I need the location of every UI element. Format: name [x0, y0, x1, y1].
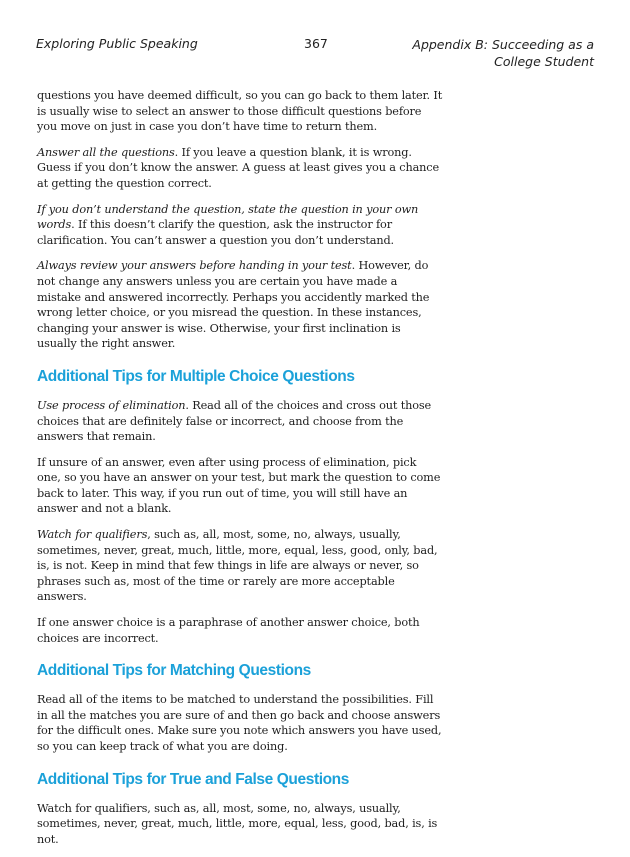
paragraph-qualifiers — [37, 527, 443, 605]
paragraph-matching: Read all of the items to be matched to understand the possibilities. Fill in all the matches you are sure of and then go back and choose answers for the difficult ones. Make sure you note which answers you have used, so you can keep track of what you are doing. — [37, 693, 442, 753]
lead-elimination: Use process of elimination — [37, 398, 186, 412]
section-title-line-1: Appendix B: Succeeding as a — [412, 37, 594, 52]
text-elimination: . Read all of the choices and cross out those choices that are definitely false or incorrect, and choose from the answers that remain. — [37, 398, 432, 444]
page-number: 367 — [304, 36, 328, 51]
page-body — [37, 88, 443, 857]
text-review-answers: . However, do not change any answers unless you are certain you have made a mistake and answered incorrectly. Perhaps you accidently marked the wrong letter choice, or you misread the question. In these instances, changing your answer is wise. Otherwise, your first inclination is usually the right answer. — [37, 259, 430, 351]
paragraph-true-false: Watch for qualifiers, such as, all, most, some, no, always, usually, sometimes, never, great, much, little, more, equal, less, good, bad, is, is not. — [37, 801, 438, 846]
paragraph-paraphrase: If one answer choice is a paraphrase of another answer choice, both choices are incorrect. — [37, 616, 420, 645]
lead-answer-all: Answer all the questions — [37, 145, 175, 159]
paragraph-difficult-questions: questions you have deemed difficult, so you can go back to them later. It is usually wise to select an answer to those difficult questions before you move on just in case you don’t have time to return them. — [37, 89, 443, 134]
running-header — [36, 36, 594, 76]
lead-review-answers: Always review your answers before handing in your test — [37, 259, 352, 273]
paragraph-restate-question — [37, 202, 443, 249]
heading-multiple-choice: Additional Tips for Multiple Choice Questions — [37, 367, 355, 385]
book-title: Exploring Public Speaking — [36, 36, 198, 51]
paragraph-elimination — [37, 398, 443, 445]
section-title-line-2: College Student — [494, 54, 594, 69]
lead-qualifiers: Watch for qualifiers — [37, 528, 148, 542]
heading-true-false: Additional Tips for True and False Questions — [37, 770, 349, 788]
paragraph-review-answers — [37, 258, 443, 352]
lead-restate-question: If you don’t understand the question, state the question in your own words — [37, 202, 419, 232]
paragraph-unsure-answer: If unsure of an answer, even after using process of elimination, pick one, so you have an answer on your test, but mark the question to come back to later. This way, if you run out of time, you will still have an answer and not a blank. — [37, 455, 441, 516]
text-answer-all: . If you leave a question blank, it is wrong. Guess if you don’t know the answer. A guess at least gives you a chance at getting the question correct. — [37, 145, 440, 190]
text-restate-question: . If this doesn’t clarify the question, ask the instructor for clarification. You can’t answer a question you don’t understand. — [37, 218, 394, 247]
heading-matching: Additional Tips for Matching Questions — [37, 662, 311, 680]
text-qualifiers: , such as, all, most, some, no, always, usually, sometimes, never, great, much, little, more, equal, less, good, only, bad, is, is not. Keep in mind that few things in life are always or never, so phrases such as, most of the time or rarely are more acceptable answers. — [37, 528, 438, 604]
section-title — [394, 36, 594, 70]
paragraph-answer-all — [37, 145, 443, 192]
